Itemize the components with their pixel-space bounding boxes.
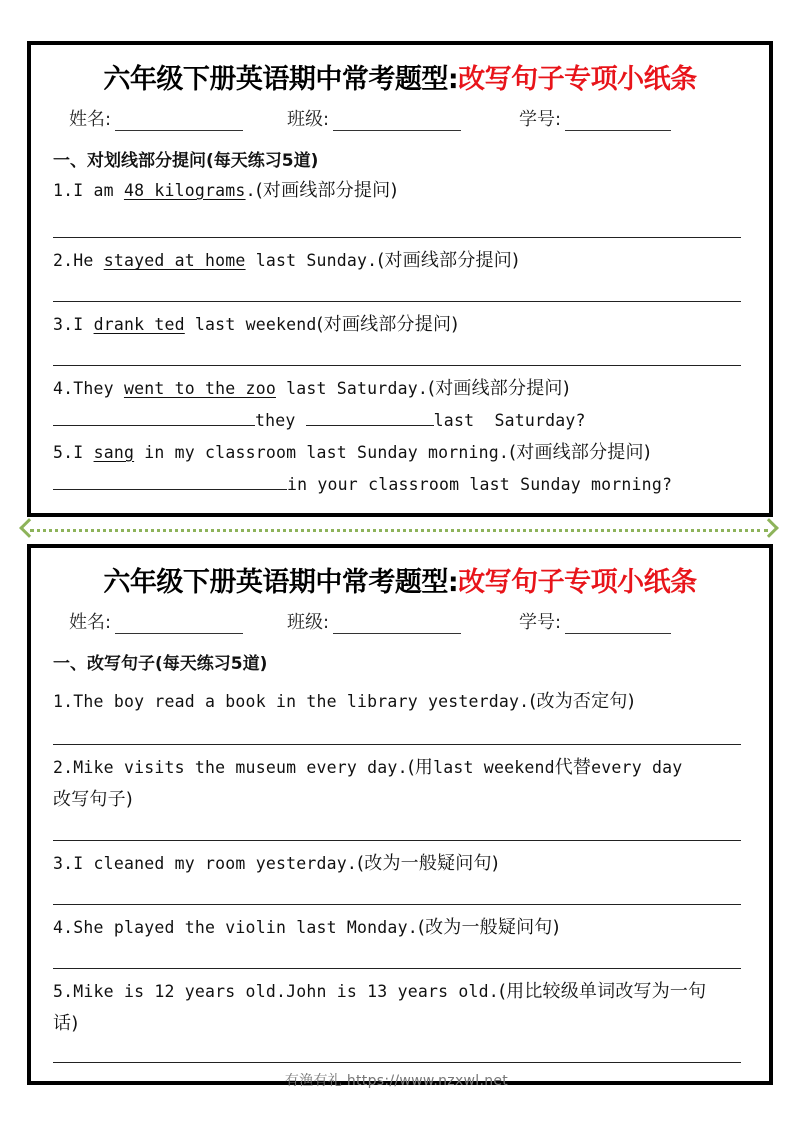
answer-line-1[interactable]: [53, 237, 741, 238]
answer-line-1[interactable]: [53, 744, 741, 745]
question-instruction: (对画线部分提问): [255, 180, 398, 201]
question-instruction: (对画线部分提问): [427, 378, 570, 399]
answer-blank-4a[interactable]: [53, 406, 255, 426]
class-field[interactable]: [287, 105, 461, 131]
question-number: 4.: [53, 379, 74, 398]
question-1: [53, 686, 747, 718]
worksheet-card-1: [27, 41, 773, 517]
answer-template-text: in your classroom last Sunday morning?: [287, 475, 673, 494]
answer-template-text: they: [255, 411, 306, 430]
question-instruction: 改写句子): [53, 789, 134, 810]
question-number: 2.: [53, 758, 74, 777]
name-blank[interactable]: [115, 111, 243, 131]
student-number-blank[interactable]: [565, 614, 671, 634]
student-number-label: 学号:: [519, 109, 562, 130]
answer-line-4[interactable]: [53, 968, 741, 969]
arrow-right-icon: [759, 518, 779, 538]
question-number: 1.: [53, 692, 74, 711]
question-5: [53, 437, 747, 469]
question-number: 2.: [53, 251, 74, 270]
question-instruction: (改为一般疑问句): [417, 917, 560, 938]
question-text: The boy read a book in the library yesterday.: [73, 692, 530, 711]
question-text: last weekend: [184, 315, 317, 334]
section-heading: 一、改写句子(每天练习5道): [53, 654, 268, 674]
question-number: 3.: [53, 854, 74, 873]
name-field[interactable]: [69, 608, 243, 634]
student-number-label: 学号:: [519, 612, 562, 633]
watermark: 有渔有礼 https://www.nzxwl.net: [284, 1073, 509, 1089]
question-text: .: [245, 181, 256, 200]
worksheet-title: [31, 57, 769, 96]
question-text: in my classroom last Sunday morning.: [134, 443, 510, 462]
question-2: [53, 752, 747, 816]
question-text: She played the violin last Monday.: [73, 918, 418, 937]
answer-line-2[interactable]: [53, 301, 741, 302]
worksheet-title: [31, 560, 769, 599]
question-text: last Sunday.: [245, 251, 378, 270]
question-instruction: (用比较级单词改写为一句话): [53, 981, 707, 1034]
question-instruction: (对画线部分提问): [509, 442, 651, 463]
arrow-left-icon: [19, 518, 39, 538]
title-main: 六年级下册英语期中常考题型:: [103, 64, 459, 95]
question-instruction: (改为否定句): [529, 691, 635, 712]
name-field[interactable]: [69, 105, 243, 131]
class-label: 班级:: [287, 109, 330, 130]
answer-blank-4b[interactable]: [306, 406, 434, 426]
question-instruction: (对画线部分提问): [316, 314, 459, 335]
question-instruction: (改为一般疑问句): [357, 853, 499, 874]
answer-blank-5[interactable]: [53, 470, 287, 490]
underlined-phrase: stayed at home: [103, 251, 246, 270]
student-number-field[interactable]: [519, 608, 671, 634]
class-label: 班级:: [287, 612, 330, 633]
question-4: [53, 373, 747, 405]
underlined-phrase: drank ted: [93, 315, 185, 334]
section-heading: 一、对划线部分提问(每天练习5道): [53, 151, 319, 171]
question-text: last Saturday.: [275, 379, 428, 398]
question-5: [53, 976, 729, 1040]
question-instruction: every day: [591, 758, 683, 777]
question-text: He: [73, 251, 104, 270]
question-1: [53, 175, 747, 207]
question-text: I: [73, 443, 94, 462]
question-number: 5.: [53, 443, 74, 462]
underlined-phrase: 48 kilograms: [123, 181, 246, 200]
underlined-phrase: went to the zoo: [123, 379, 276, 398]
class-field[interactable]: [287, 608, 461, 634]
cut-line-divider: [20, 528, 778, 532]
question-text: I am: [73, 181, 124, 200]
class-blank[interactable]: [333, 111, 461, 131]
answer-line-2[interactable]: [53, 840, 741, 841]
question-4-answer-template: [53, 405, 747, 437]
question-instruction: (用: [407, 757, 434, 778]
question-number: 3.: [53, 315, 74, 334]
question-text: Mike is 12 years old.John is 13 years old.: [73, 982, 499, 1001]
question-3: [53, 309, 747, 341]
question-instruction: last weekend: [433, 758, 555, 777]
underlined-phrase: sang: [93, 443, 135, 462]
title-highlight: 改写句子专项小纸条: [458, 567, 697, 598]
answer-line-5[interactable]: [53, 1062, 741, 1063]
question-number: 5.: [53, 982, 74, 1001]
answer-line-3[interactable]: [53, 365, 741, 366]
class-blank[interactable]: [333, 614, 461, 634]
name-label: 姓名:: [69, 612, 112, 633]
student-number-field[interactable]: [519, 105, 671, 131]
name-label: 姓名:: [69, 109, 112, 130]
name-blank[interactable]: [115, 614, 243, 634]
question-text: I: [73, 315, 94, 334]
student-info-row: [31, 608, 769, 632]
dotted-cut-line: [30, 529, 768, 532]
question-number: 4.: [53, 918, 74, 937]
answer-line-3[interactable]: [53, 904, 741, 905]
title-main: 六年级下册英语期中常考题型:: [103, 567, 459, 598]
question-text: Mike visits the museum every day.: [73, 758, 408, 777]
question-5-answer-template: [53, 469, 747, 501]
student-info-row: [31, 105, 769, 129]
answer-template-text: last Saturday?: [433, 411, 586, 430]
question-text: I cleaned my room yesterday.: [73, 854, 358, 873]
question-instruction: 代替: [554, 757, 592, 778]
question-text: They: [73, 379, 124, 398]
question-3: [53, 848, 747, 880]
question-4: [53, 912, 747, 944]
question-2: [53, 245, 747, 277]
question-instruction: (对画线部分提问): [377, 250, 520, 271]
question-number: 1.: [53, 181, 74, 200]
student-number-blank[interactable]: [565, 111, 671, 131]
title-highlight: 改写句子专项小纸条: [458, 64, 697, 95]
worksheet-card-2: [27, 544, 773, 1085]
